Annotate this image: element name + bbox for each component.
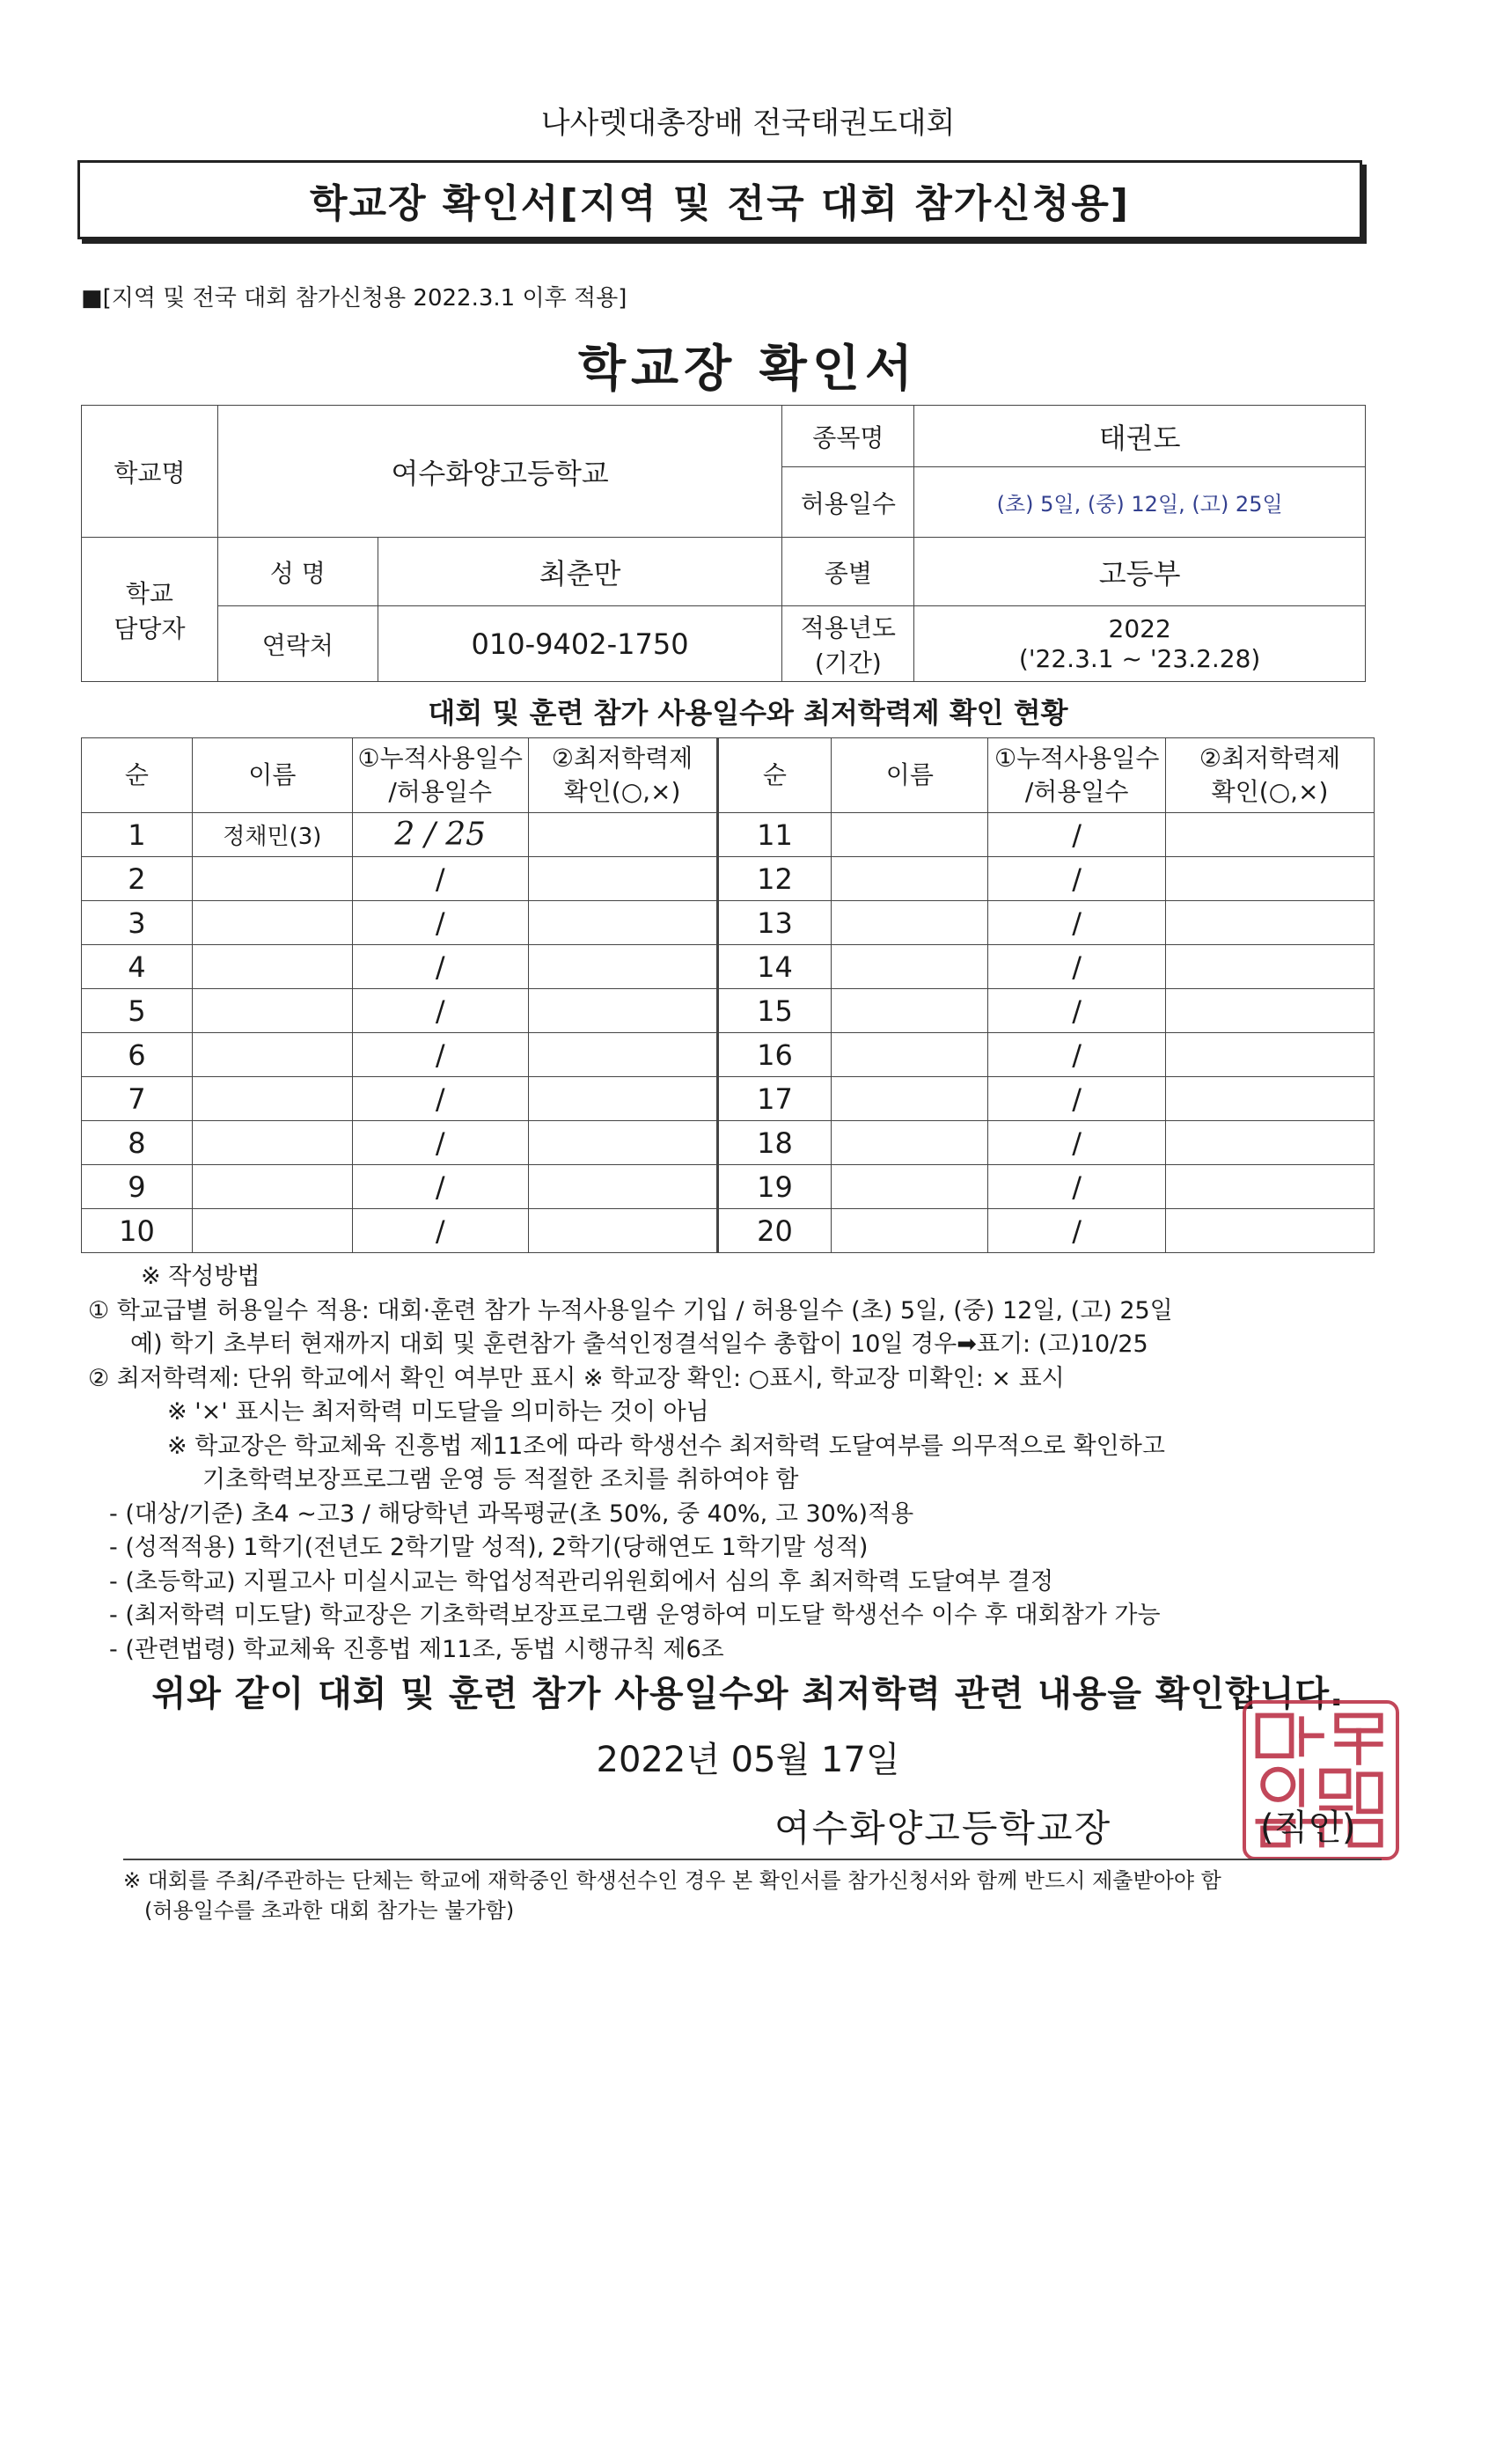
contact-label: 연락처 [217,606,378,682]
row-check [528,945,717,989]
header-days-left [352,738,528,813]
table-row [82,813,1375,857]
row-no: 8 [82,1121,193,1165]
row-no: 3 [82,901,193,945]
header-check-right [1166,738,1375,813]
instruction-below-min: - (최저학력 미도달) 학교장은 기초학력보장프로그램 운영하여 미도달 학생선수 이수 후 대회참가 가능 [109,1602,1161,1629]
row-name [192,1033,352,1077]
year-label [782,606,914,682]
instruction-item-1: ① 학교급별 허용일수 적용: 대회·훈련 참가 누적사용일수 기입 / 허용일수 (초) 5일, (중) 12일, (고) 25일 [88,1296,1173,1324]
header-no-left: 순 [82,738,193,813]
division-value: 고등부 [914,538,1366,606]
row-days: / [988,989,1166,1033]
event-name: 나사렛대총장배 전국태권도대회 [540,106,956,141]
row-days: / [352,1121,528,1165]
row-days: / [352,1165,528,1209]
row-check [1166,901,1375,945]
table-row [82,1033,1375,1077]
roster-section-title: 대회 및 훈련 참가 사용일수와 최저학력제 확인 현황 [428,696,1068,730]
header-days-line1: ①누적사용일수 [357,744,523,774]
row-check [528,989,717,1033]
staff-label-line1: 학교 [125,578,173,608]
roster-table [81,737,1375,1253]
divider [123,1859,1382,1860]
row-no: 17 [717,1077,832,1121]
row-name [832,1121,988,1165]
staff-name-label: 성 명 [217,538,378,606]
row-name [192,901,352,945]
table-row [82,1209,1375,1253]
row-days: / [988,1033,1166,1077]
row-no: 5 [82,989,193,1033]
document-title: 학교장 확인서 [577,341,919,398]
row-name: 정채민(3) [192,813,352,857]
table-row [82,1165,1375,1209]
row-days: / [988,1209,1166,1253]
row-check [528,1033,717,1077]
row-no: 13 [717,901,832,945]
boxed-title-text: 학교장 확인서[지역 및 전국 대회 참가신청용] [310,181,1130,226]
row-no: 4 [82,945,193,989]
header-check-line2: 확인(○,×) [1211,777,1329,806]
row-days: / [352,1077,528,1121]
division-label: 종별 [782,538,914,606]
year-period: ('22.3.1 ~ '23.2.28) [1018,643,1261,673]
row-name [832,1033,988,1077]
row-check [528,1209,717,1253]
instruction-note-law: ※ 학교장은 학교체육 진흥법 제11조에 따라 학생선수 최저학력 도달여부를 의무적으로 확인하고 [167,1432,1165,1460]
row-no: 16 [717,1033,832,1077]
instruction-law: - (관련법령) 학교체육 진흥법 제11조, 동법 시행규칙 제6조 [109,1635,724,1663]
row-name [832,1209,988,1253]
confirmation-statement: 위와 같이 대회 및 훈련 참가 사용일수와 최저학력 관련 내용을 확인합니다. [151,1674,1345,1714]
row-name [832,989,988,1033]
boxed-title [77,160,1362,239]
row-no: 1 [82,813,193,857]
row-no: 7 [82,1077,193,1121]
row-check [1166,1077,1375,1121]
row-days: / [988,1121,1166,1165]
allowed-days-value: (초) 5일, (중) 12일, (고) 25일 [914,467,1366,538]
row-name [192,1121,352,1165]
row-days: / [988,857,1166,901]
instruction-note-law-cont: 기초학력보장프로그램 운영 등 적절한 조치를 취하여야 함 [202,1466,799,1493]
row-name [192,857,352,901]
footnote-line-2: (허용일수를 초과한 대회 참가는 불가함) [144,1898,515,1923]
row-check [528,1165,717,1209]
row-name [192,945,352,989]
row-days: / [988,1165,1166,1209]
row-days: / [352,1209,528,1253]
header-name-left: 이름 [192,738,352,813]
row-no: 11 [717,813,832,857]
instruction-note-x: ※ '×' 표시는 최저학력 미도달을 의미하는 것이 아님 [167,1398,709,1426]
header-name-right: 이름 [832,738,988,813]
school-label: 학교명 [82,406,218,538]
row-check [1166,857,1375,901]
header-no-right: 순 [717,738,832,813]
row-name [192,1077,352,1121]
instruction-item-2: ② 최저학력제: 단위 학교에서 확인 여부만 표시 ※ 학교장 확인: ○표시, 학교장 미확인: × 표시 [88,1364,1065,1392]
header-days-line2: /허용일수 [388,777,493,806]
row-check [528,901,717,945]
row-check [528,1121,717,1165]
table-row [82,1121,1375,1165]
info-table [81,405,1366,682]
row-name [192,1165,352,1209]
instructions [88,1260,1382,1667]
header-days-line2: /허용일수 [1024,777,1129,806]
row-check [1166,1209,1375,1253]
row-no: 20 [717,1209,832,1253]
sport-value: 태권도 [914,406,1366,467]
sport-label: 종목명 [782,406,914,467]
row-name [832,857,988,901]
row-no: 10 [82,1209,193,1253]
row-no: 15 [717,989,832,1033]
staff-label [82,538,218,682]
row-check [528,1077,717,1121]
row-no: 19 [717,1165,832,1209]
instruction-elementary: - (초등학교) 지필고사 미실시교는 학업성적관리위원회에서 심의 후 최저학력 도달여부 결정 [109,1567,1054,1595]
header-days-right [988,738,1166,813]
table-row [82,989,1375,1033]
row-check [1166,945,1375,989]
row-name [832,813,988,857]
row-no: 6 [82,1033,193,1077]
row-days: / [352,901,528,945]
row-days: / [988,1077,1166,1121]
row-check [1166,1165,1375,1209]
row-name [832,1165,988,1209]
header-check-line2: 확인(○,×) [563,777,681,806]
row-days: / [988,945,1166,989]
row-no: 14 [717,945,832,989]
year-number: 2022 [1108,613,1171,643]
instructions-heading: ※ 작성방법 [141,1263,260,1290]
row-no: 2 [82,857,193,901]
header-check-line1: ②최저학력제 [551,744,693,774]
table-row [82,945,1375,989]
row-days: 2 / 25 [352,813,528,857]
row-days: / [352,1033,528,1077]
applicability-notice: ■[지역 및 전국 대회 참가신청용 2022.3.1 이후 적용] [81,285,627,312]
row-check [1166,813,1375,857]
row-no: 18 [717,1121,832,1165]
row-no: 9 [82,1165,193,1209]
year-label-line2: (기간) [814,648,882,678]
row-check [1166,1121,1375,1165]
year-label-line1: 적용년도 [800,612,896,642]
header-check-left [528,738,717,813]
issue-date: 2022년 05월 17일 [596,1740,900,1780]
allowed-days-label: 허용일수 [782,467,914,538]
row-name [192,1209,352,1253]
row-check [528,857,717,901]
row-name [832,901,988,945]
table-row [82,901,1375,945]
year-value [914,606,1366,682]
instruction-example: 예) 학기 초부터 현재까지 대회 및 훈련참가 출석인정결석일수 총합이 10일 경우➡표기: (고)10/25 [130,1331,1148,1358]
school-name: 여수화양고등학교 [217,406,782,538]
principal-title: 여수화양고등학교장 [774,1807,1112,1850]
row-name [192,989,352,1033]
header-days-line1: ①누적사용일수 [994,744,1160,774]
row-check [1166,989,1375,1033]
seal-label: (직인) [1260,1808,1356,1848]
table-row [82,1077,1375,1121]
row-name [832,1077,988,1121]
row-no: 12 [717,857,832,901]
row-name [832,945,988,989]
row-check [1166,1033,1375,1077]
row-days: / [988,901,1166,945]
footnote-line-1: ※ 대회를 주최/주관하는 단체는 학교에 재학중인 학생선수인 경우 본 확인서를 참가신청서와 함께 반드시 제출받아야 함 [123,1868,1221,1893]
row-days: / [352,945,528,989]
contact-phone: 010-9402-1750 [378,606,782,682]
header-check-line1: ②최저학력제 [1199,744,1341,774]
row-days: / [988,813,1166,857]
footnote [123,1866,1390,1925]
instruction-grades: - (성적적용) 1학기(전년도 2학기말 성적), 2학기(당해연도 1학기말 성적) [109,1534,869,1561]
row-check [528,813,717,857]
row-days: / [352,857,528,901]
staff-label-line2: 담당자 [114,613,186,643]
instruction-criteria: - (대상/기준) 초4 ~고3 / 해당학년 과목평균(초 50%, 중 40%, 고 30%)적용 [109,1500,914,1528]
table-row [82,857,1375,901]
staff-name: 최춘만 [378,538,782,606]
row-days: / [352,989,528,1033]
